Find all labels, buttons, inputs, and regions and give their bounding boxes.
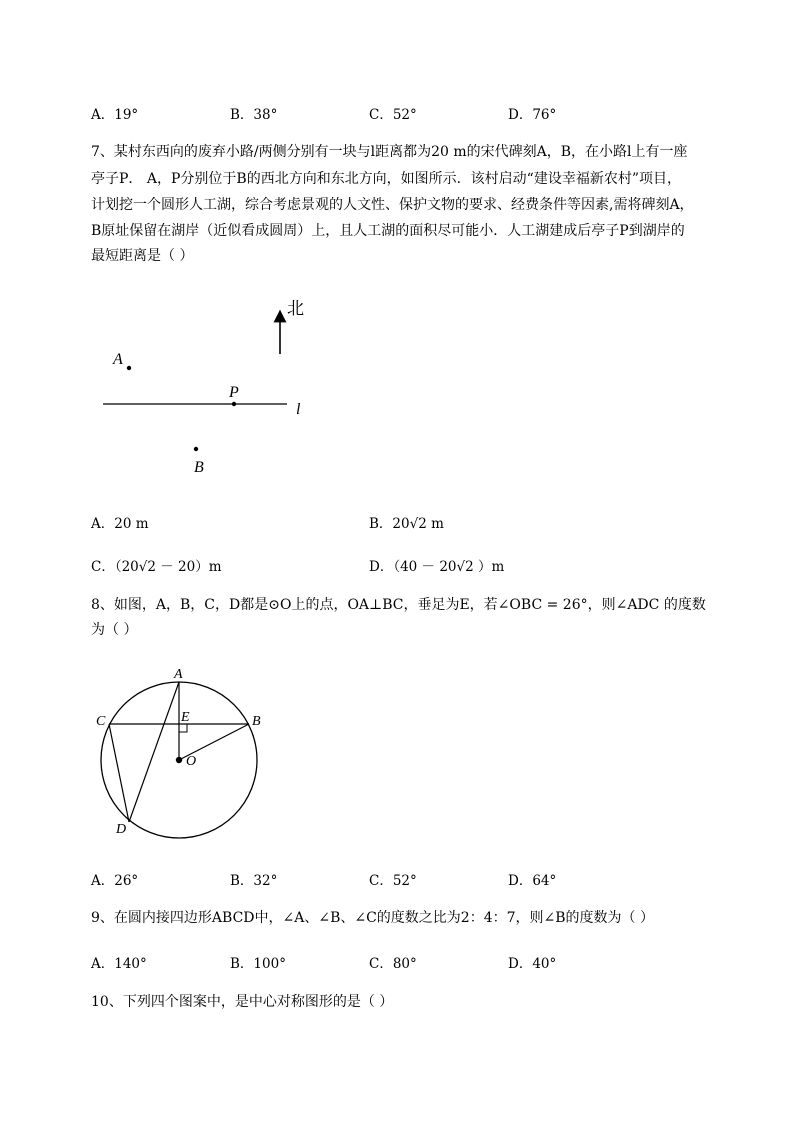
q7-text-line-1: 7、某村东西向的废弃小路/两侧分别有一块与l距离都为20 m的宋代碑刻A，B，在小路l上有一座	[91, 144, 688, 160]
q8-option-c: C．52°	[369, 873, 417, 889]
q9-option-a: A．140°	[91, 956, 147, 972]
q8-text-line-1: 8、如图，A，B，C，D都是⊙O上的点，OA⊥BC，垂足为E，若∠OBC = 26°，则∠ADC 的度数	[91, 597, 706, 613]
q7-figure	[95, 290, 325, 480]
q6-option-d: D．76°	[508, 107, 557, 123]
point-a	[127, 366, 131, 370]
q8-option-a: A．26°	[91, 873, 139, 889]
label-l: l	[296, 401, 301, 418]
label-p: P	[229, 384, 239, 401]
north-label: 北	[287, 299, 304, 318]
q6-option-a: A．19°	[91, 107, 139, 123]
q9-option-b: B．100°	[230, 956, 286, 972]
label-b: B	[252, 714, 261, 729]
q7-text-line-3: 计划挖一个圆形人工湖，综合考虑景观的人文性、保护文物的要求、经费条件等因素,需将碑刻A，	[91, 197, 694, 213]
q9-option-c: C．80°	[369, 956, 417, 972]
label-e: E	[181, 710, 190, 725]
q7-option-d: D．（40 － 20√2 ）m	[369, 559, 505, 575]
right-angle-mark-icon	[179, 724, 187, 732]
label-d: D	[116, 822, 127, 837]
q8-option-d: D．64°	[508, 873, 557, 889]
label-o: O	[186, 754, 197, 769]
q10-text: 10、下列四个图案中，是中心对称图形的是（ ）	[91, 994, 394, 1010]
label-a: A	[174, 667, 183, 682]
segment-ad	[129, 682, 179, 822]
q6-option-b: B．38°	[230, 107, 278, 123]
label-b: B	[194, 459, 204, 476]
q7-option-b: B．20√2 m	[369, 516, 444, 532]
q7-text-line-4: B原址保留在湖岸（近似看成圆周）上，且人工湖的面积尽可能小．人工湖建成后亭子P到湖岸的	[91, 223, 685, 239]
center-point-o	[176, 757, 182, 763]
segment-cd	[109, 724, 129, 822]
q7-option-a: A．20 m	[91, 516, 149, 532]
point-p	[232, 402, 236, 406]
q7-option-c: C．（20√2 － 20）m	[91, 559, 222, 575]
point-b	[194, 447, 198, 451]
q8-text-line-2: 为（ ）	[91, 622, 138, 638]
q8-figure	[92, 660, 272, 840]
q8-option-b: B．32°	[230, 873, 278, 889]
q9-option-d: D．40°	[508, 956, 557, 972]
q7-text-line-5: 最短距离是（ ）	[91, 248, 194, 264]
label-c: C	[96, 714, 106, 729]
q9-text: 9、在圆内接四边形ABCD中，∠A、∠B、∠C的度数之比为2：4：7，则∠B的度数为（ ）	[91, 910, 654, 926]
q7-text-line-2: 亭子P． A，P分别位于B的西北方向和东北方向，如图所示．该村启动“建设幸福新农村”项目，	[91, 171, 682, 187]
label-a: A	[113, 351, 123, 368]
q6-option-c: C．52°	[369, 107, 417, 123]
